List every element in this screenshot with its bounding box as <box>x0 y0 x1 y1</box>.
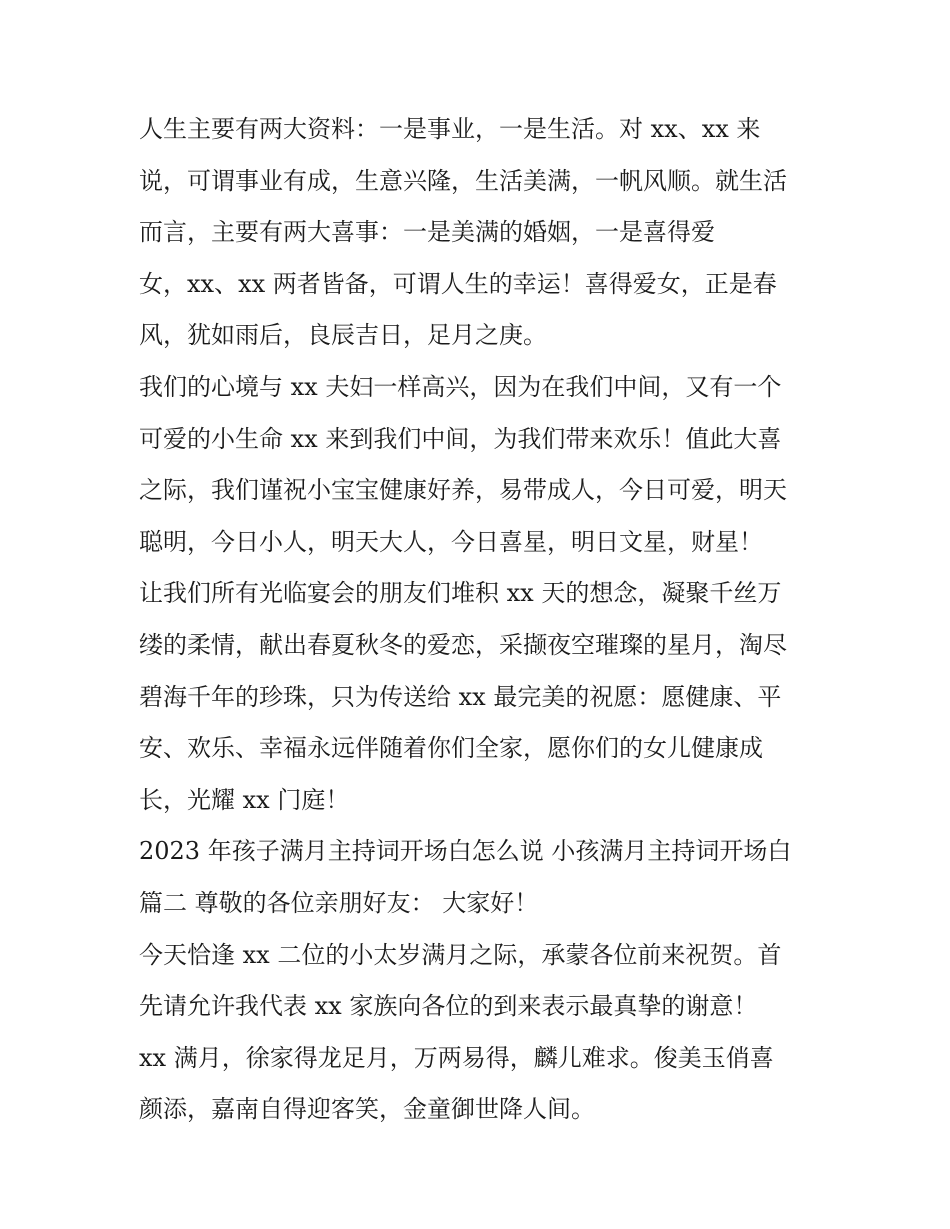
text-line: 长，光耀 xx 门庭！ <box>139 785 350 814</box>
text-line: 2023 年孩子满月主持词开场白怎么说 小孩满月主持词开场白 <box>139 837 792 866</box>
text-line: 聪明，今日小人，明天大人，今日喜星，明日文星，财星！ <box>139 527 763 556</box>
text-line: 碧海千年的珍珠，只为传送给 xx 最完美的祝愿：愿健康、平 <box>139 682 782 711</box>
text-line: 女，xx、xx 两者皆备，可谓人生的幸运！喜得爱女，正是春 <box>139 269 777 298</box>
text-line: 缕的柔情，献出春夏秋冬的爱恋，采撷夜空璀璨的星月，淘尽 <box>139 630 787 659</box>
text-line: 颜添，嘉南自得迎客笑，金童御世降人间。 <box>139 1095 595 1124</box>
text-line: 我们的心境与 xx 夫妇一样高兴，因为在我们中间，又有一个 <box>139 372 782 401</box>
text-line: 说，可谓事业有成，生意兴隆，生活美满，一帆风顺。就生活 <box>139 166 787 195</box>
text-line: 风，犹如雨后，良辰吉日，足月之庚。 <box>139 321 547 350</box>
text-line: 篇二 尊敬的各位亲朋好友： 大家好！ <box>139 888 539 917</box>
text-line: 可爱的小生命 xx 来到我们中间，为我们带来欢乐！值此大喜 <box>139 424 782 453</box>
text-line: 先请允许我代表 xx 家族向各位的到来表示最真挚的谢意！ <box>139 992 758 1021</box>
text-line: xx 满月，徐家得龙足月，万两易得，麟儿难求。俊美玉俏喜 <box>139 1043 774 1072</box>
document-body <box>139 104 819 1136</box>
text-line: 今天恰逢 xx 二位的小太岁满月之际，承蒙各位前来祝贺。首 <box>139 940 782 969</box>
text-line: 之际，我们谨祝小宝宝健康好养，易带成人，今日可爱，明天 <box>139 476 787 505</box>
text-line: 安、欢乐、幸福永远伴随着你们全家，愿你们的女儿健康成 <box>139 734 763 763</box>
text-line: 让我们所有光临宴会的朋友们堆积 xx 天的想念，凝聚千丝万 <box>139 579 782 608</box>
text-line: 而言，主要有两大喜事：一是美满的婚姻，一是喜得爱 <box>139 218 715 247</box>
text-line: 人生主要有两大资料：一是事业，一是生活。对 xx、xx 来 <box>139 115 761 143</box>
